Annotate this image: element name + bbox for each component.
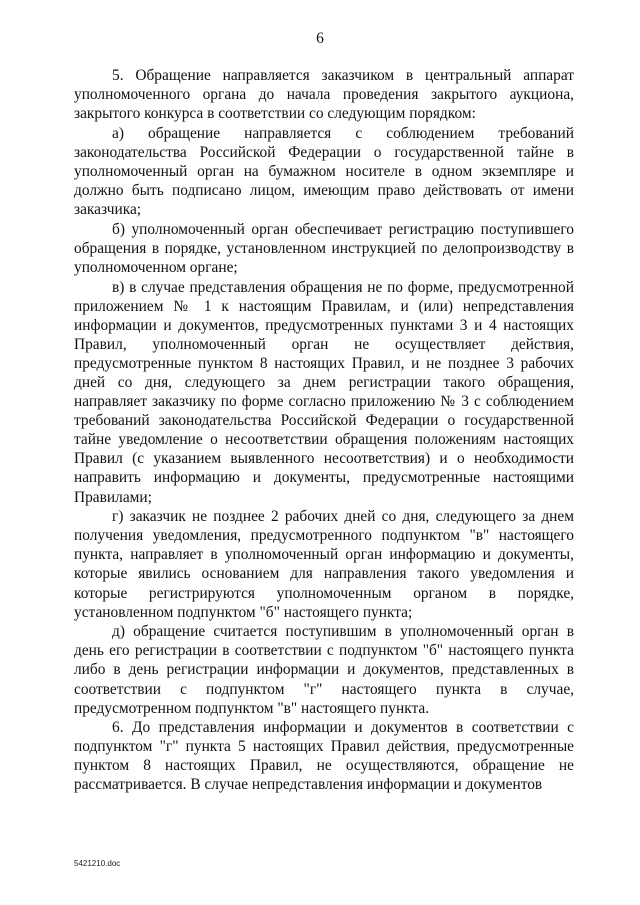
paragraph-5b: б) уполномоченный орган обеспечивает регистрацию поступившего обращения в порядке, установленном инструкцией по делопроизводству в уполномоченном органе; <box>74 220 574 276</box>
paragraph-5v: в) в случае представления обращения не по форме, предусмотренной приложением № 1 к настоящим Правилам, и (или) непредставления информации и документов, предусмотренных пунктами 3 и 4 настоящих Правил, уполномоченный орган не осуществляет действия, предусмотренные пунктом 8 настоящих Правил, и не позднее 3 рабочих дней со дня, следующего за днем регистрации такого обращения, направляет заказчику по форме согласно приложению № 3 с соблюдением требований законодательства Российской Федерации о государственной тайне уведомление о несоответствии обращения положениям настоящих Правил (с указанием выявленного несоответствия) и о необходимости направить информацию и документы, предусмотренные настоящими Правилами; <box>74 278 574 506</box>
paragraph-5: 5. Обращение направляется заказчиком в центральный аппарат уполномоченного органа до начала проведения закрытого аукциона, закрытого конкурса в соответствии со следующим порядком: <box>74 67 574 123</box>
paragraph-5d: д) обращение считается поступившим в уполномоченный орган в день его регистрации в соответствии с подпунктом "б" настоящего пункта либо в день регистрации информации и документов, представленных в соответствии с подпунктом "г" настоящего пункта в случае, предусмотренном подпунктом "в" настоящего пункта. <box>74 623 574 717</box>
paragraph-5a: а) обращение направляется с соблюдением требований законодательства Российской Федерации о государственной тайне в уполномоченный орган на бумажном носителе в одном экземпляре и должно быть подписано лицом, имеющим право действовать от имени заказчика; <box>74 124 574 219</box>
page-number: 6 <box>316 30 324 47</box>
file-reference: 5421210.doc <box>74 859 121 868</box>
paragraph-6: 6. До представления информации и документов в соответствии с подпунктом "г" пункта 5 настоящих Правил действия, предусмотренные пунктом 8 настоящих Правил, не осуществляются, обращение не рассматривается. В случае непредставления информации и документов <box>74 719 574 794</box>
paragraph-5g: г) заказчик не позднее 2 рабочих дней со дня, следующего за днем получения уведомления, предусмотренного подпунктом "в" настоящего пункта, направляет в уполномоченный орган информацию и документы, которые явились основанием для направления такого уведомления и которые регистрируются уполномоченным органом в порядке, установленном подпунктом "б" настоящего пункта; <box>74 508 574 621</box>
document-body <box>74 66 574 795</box>
